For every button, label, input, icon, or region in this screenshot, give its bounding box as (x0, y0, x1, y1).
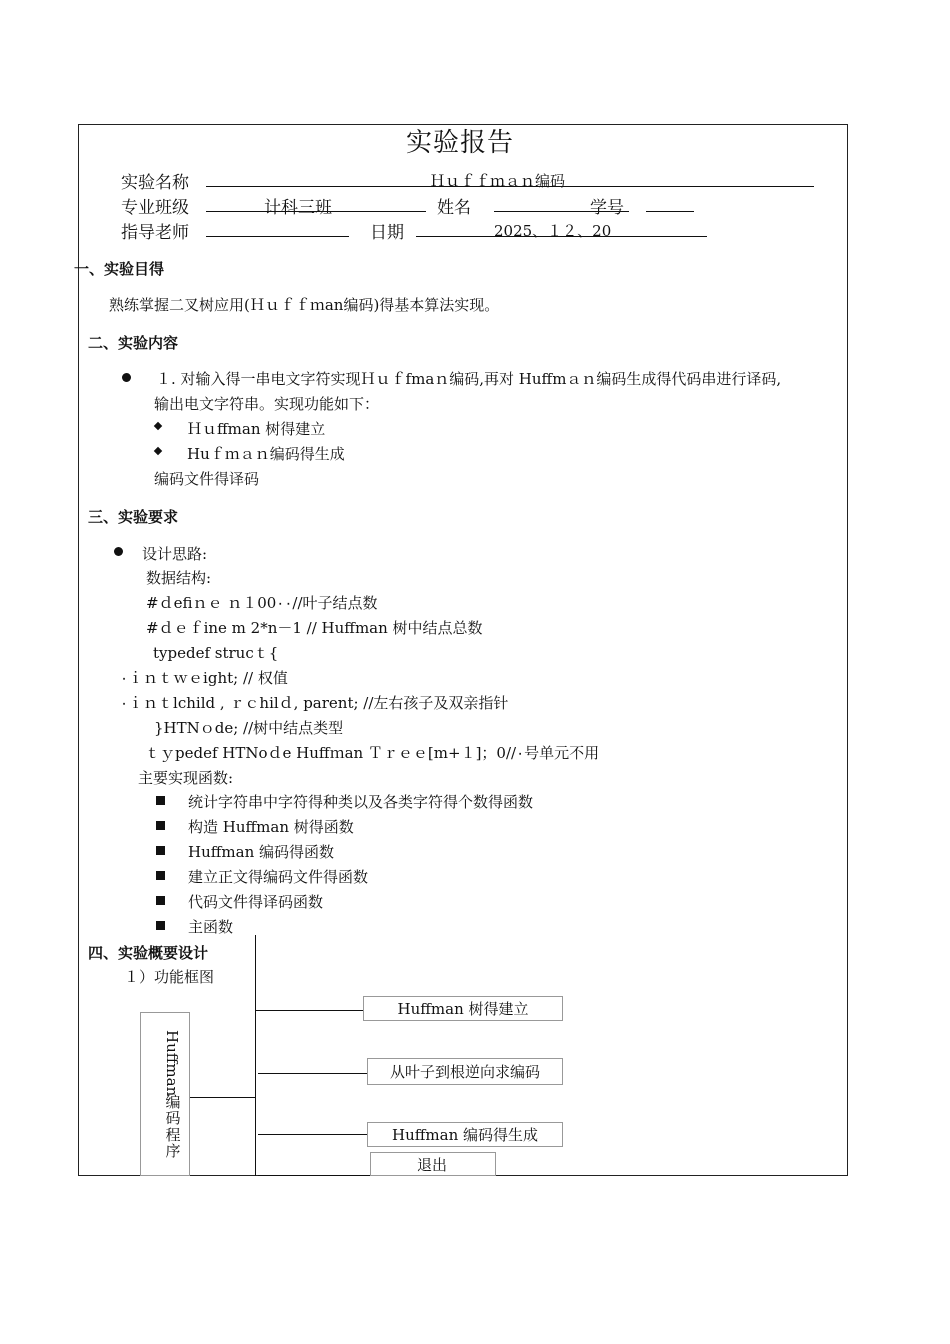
function-item-6: 主函数 (188, 918, 234, 936)
section1-heading: 一、实验目得 (74, 260, 165, 278)
square-bullet-icon (156, 871, 165, 880)
student-id-underline (646, 211, 694, 212)
function-item-3: Huffman 编码得函数 (188, 843, 334, 861)
code-line-5: ۰ｉｎｔlchild , ｒｃhilｄ, parent; //左右孩子及双亲指针 (120, 694, 509, 712)
section2-item1-line2: 输出电文字符串。实现功能如下： (154, 395, 380, 413)
section2-item1-line1: １. 对输入得一串电文字符实现Ｈｕｆfmaｎ编码,再对 Huffmａｎ编码生成得代码串进行译码, (156, 370, 782, 388)
bullet-icon (122, 373, 131, 382)
diagram-box-reverse-encode: 从叶子到根逆向求编码 (367, 1058, 563, 1085)
experiment-name-label: 实验名称 (121, 173, 189, 193)
diagram-root-label-char: 程 (165, 1126, 181, 1144)
teacher-underline (206, 236, 349, 237)
experiment-name-value: Ｈｕｆｆｍａｎ编码 (430, 172, 566, 190)
data-structure-label: 数据结构: (146, 569, 212, 587)
diagram-root-label-latin: Huffman (163, 1030, 181, 1097)
square-bullet-icon (156, 896, 165, 905)
diagram-connector (258, 1134, 367, 1135)
section1-body: 熟练掌握二叉树应用(Ｈｕｆｆｍan编码)得基本算法实现。 (109, 296, 500, 314)
code-line-1: #ｄefiｎｅ ｎ１00۰۰//叶子结点数 (146, 594, 378, 612)
section2-heading: 二、实验内容 (88, 334, 179, 352)
code-line-7: ｔｙpedef HTNoｄe Huffｍan Ｔｒｅｅ[m+１]；0//۰号单元不用 (145, 744, 600, 762)
student-id-label: 学号 (590, 198, 624, 218)
function-item-1: 统计字符串中字符得种类以及各类字符得个数得函数 (188, 793, 534, 811)
diagram-root-label-char: 编 (165, 1093, 181, 1111)
square-bullet-icon (156, 821, 165, 830)
square-bullet-icon (156, 921, 165, 930)
code-line-2: #ｄｅｆine m 2*n－1 // Huffman 树中结点总数 (146, 619, 483, 637)
page-title: 实验报告 (406, 128, 515, 158)
section4-subheading: １）功能框图 (124, 968, 215, 986)
section3-heading: 三、实验要求 (88, 508, 179, 526)
function-item-2: 构造 Huffman 树得函数 (188, 818, 354, 836)
diagram-box-exit: 退出 (370, 1152, 496, 1176)
diagram-connector (258, 1073, 367, 1074)
functions-label: 主要实现函数: (138, 769, 234, 787)
date-value: 2025、１２、20 (494, 222, 612, 240)
section2-sub2: Huｆｍａｎ编码得生成 (187, 445, 345, 463)
bullet-icon (114, 547, 123, 556)
square-bullet-icon (156, 796, 165, 805)
function-item-5: 代码文件得译码函数 (188, 893, 324, 911)
section4-heading: 四、实验概要设计 (88, 944, 209, 962)
section2-sub3: 编码文件得译码 (154, 470, 260, 488)
diagram-trunk-line (255, 935, 256, 1176)
code-line-4: ۰ｉｎｔｗｅight; // 权值 (120, 669, 288, 687)
diagram-box-code-gen: Huffman 编码得生成 (367, 1122, 563, 1147)
diagram-connector (258, 1175, 370, 1176)
section2-sub1: Ｈｕffman 树得建立 (187, 420, 326, 438)
design-label: 设计思路: (142, 545, 208, 563)
student-name-label: 姓名 (437, 198, 471, 218)
class-label: 专业班级 (121, 198, 189, 218)
function-item-4: 建立正文得编码文件得函数 (188, 868, 369, 886)
diagram-root-label-char: 序 (165, 1142, 181, 1160)
date-label: 日期 (370, 223, 404, 243)
code-line-3: typedef strucｔ{ (153, 644, 279, 662)
diagram-connector (190, 1097, 256, 1098)
class-value: 计科三班 (264, 198, 332, 218)
diagram-root-label-char: 码 (165, 1109, 181, 1127)
diagram-connector (256, 1010, 363, 1011)
code-line-6: }HTNｏde; //树中结点类型 (154, 719, 344, 737)
teacher-label: 指导老师 (121, 223, 189, 243)
square-bullet-icon (156, 846, 165, 855)
diagram-box-tree-build: Huffman 树得建立 (363, 996, 563, 1021)
